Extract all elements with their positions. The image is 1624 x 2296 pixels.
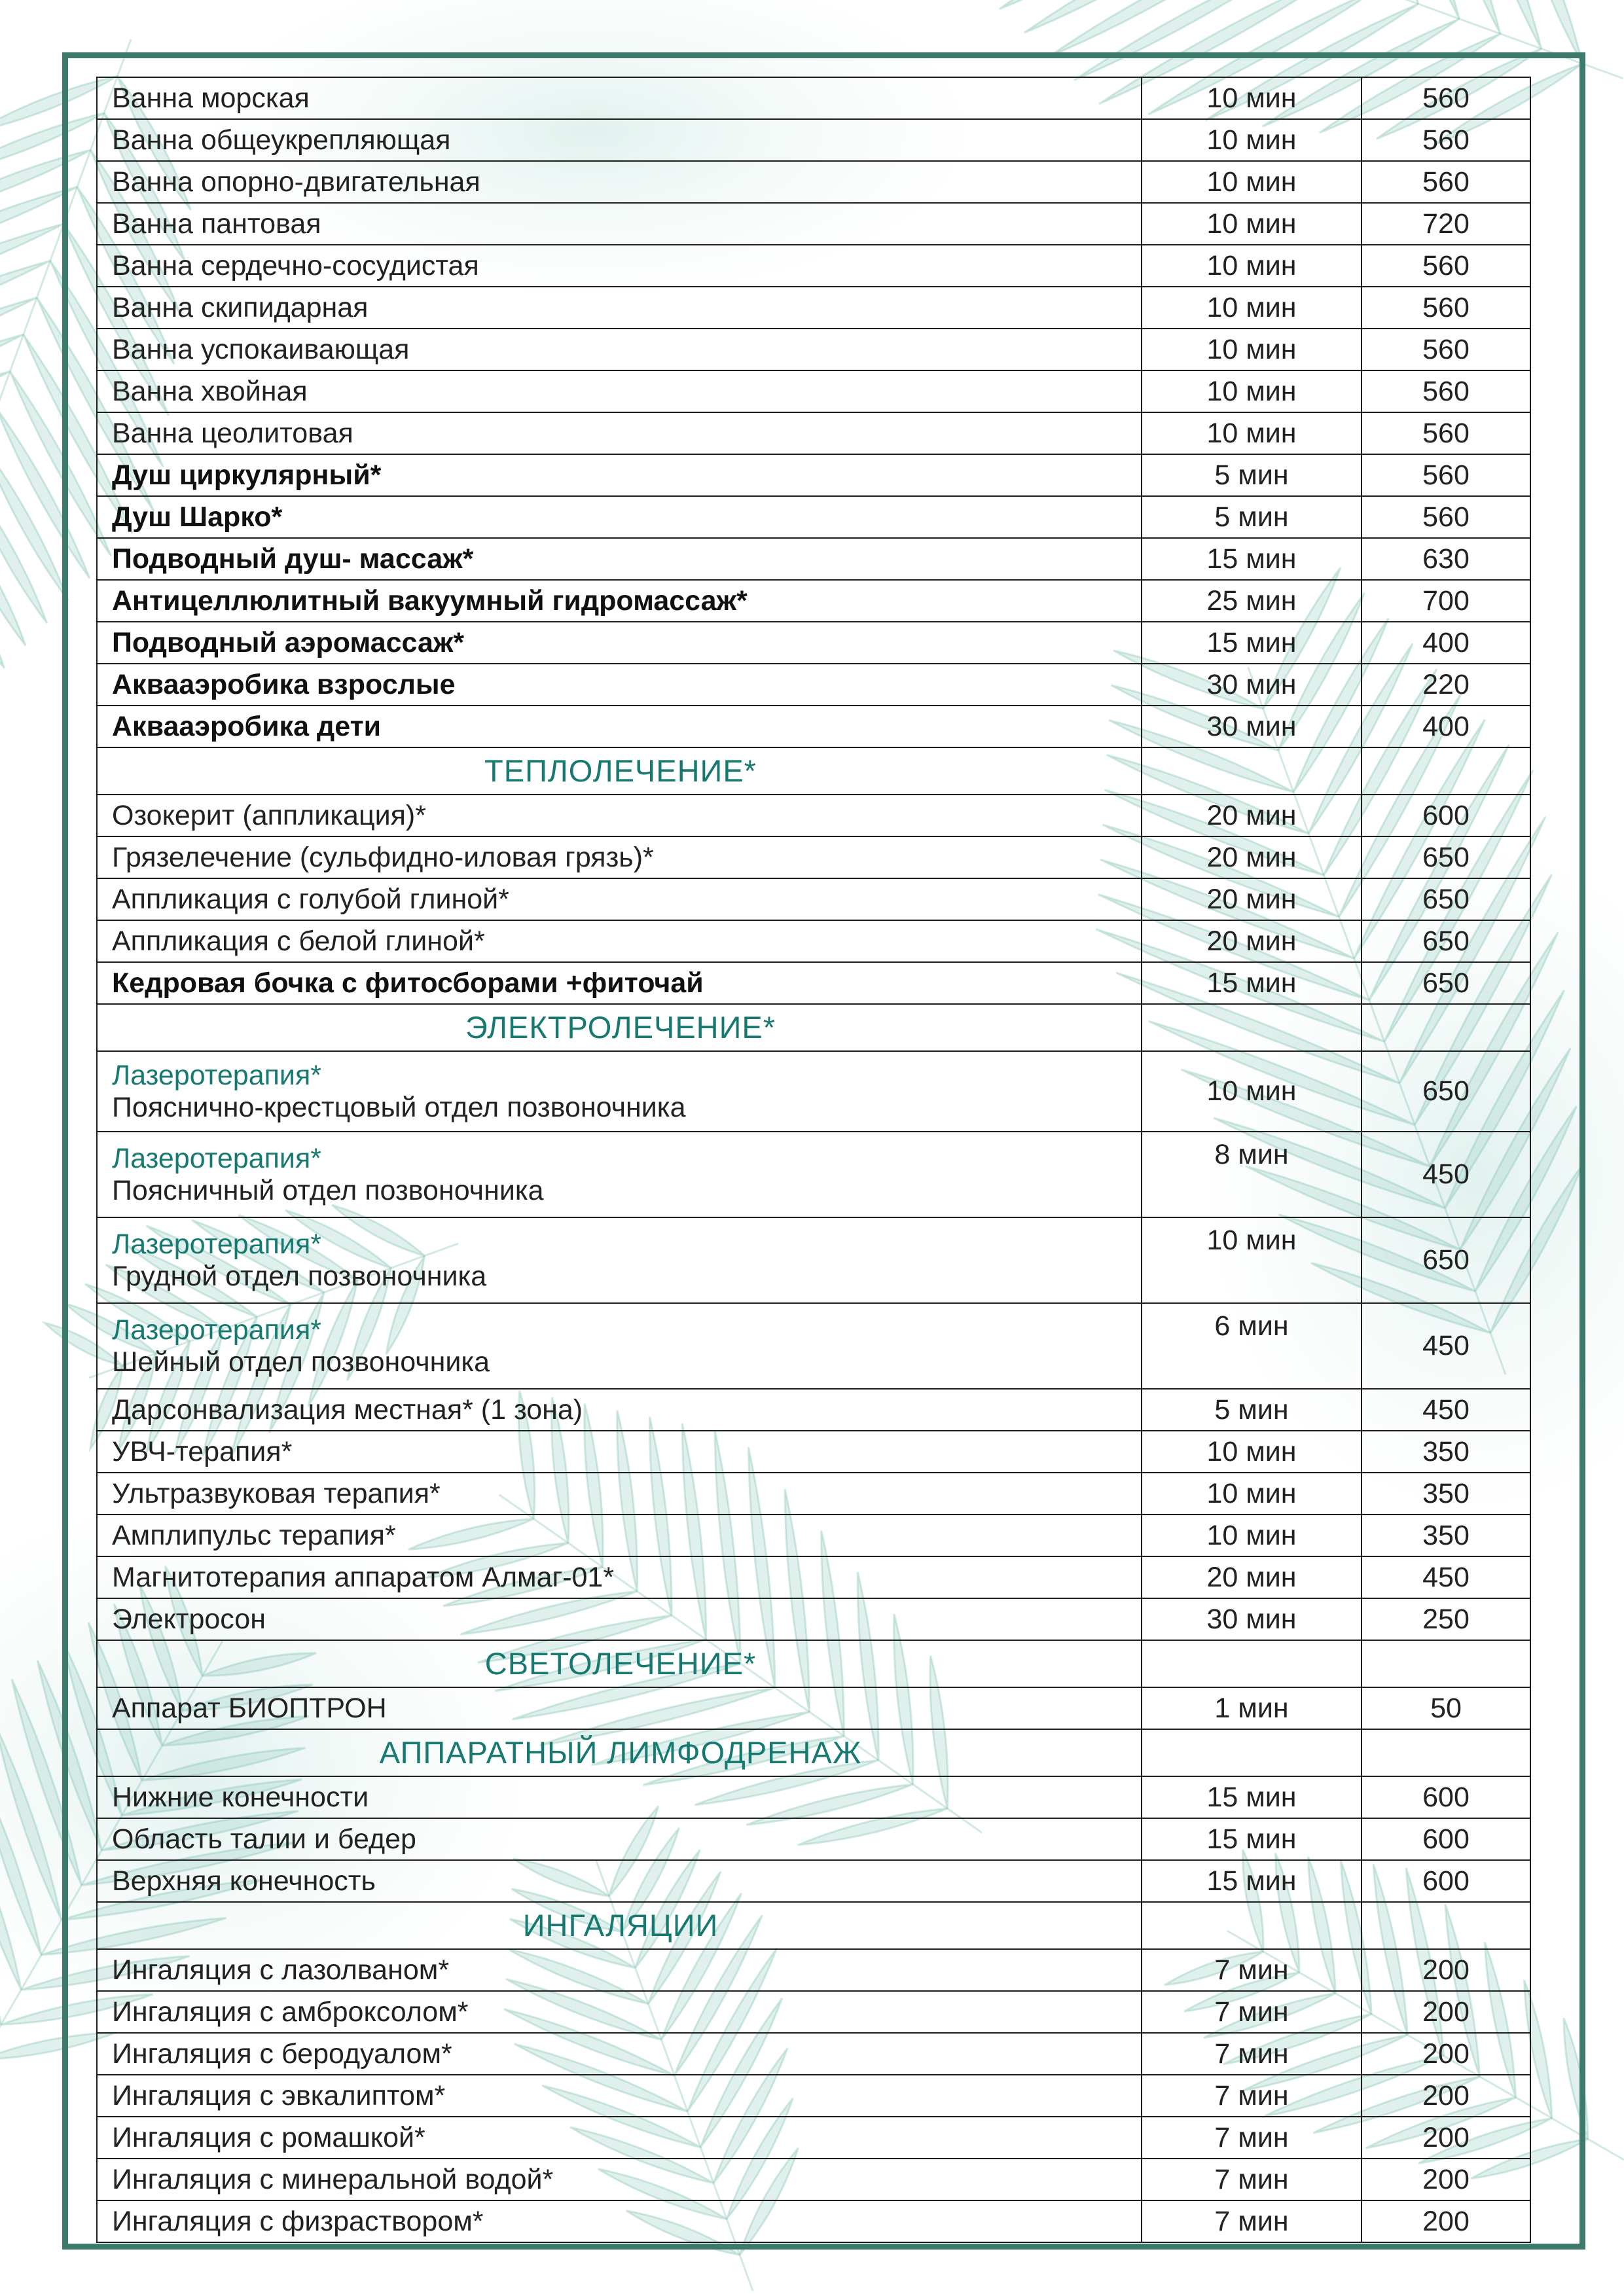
empty-duration-cell bbox=[1142, 1004, 1362, 1051]
section-title: ТЕПЛОЛЕЧЕНИЕ* bbox=[97, 747, 1142, 795]
empty-price-cell bbox=[1362, 747, 1530, 795]
service-name-cell bbox=[97, 2117, 1142, 2159]
service-name-cell bbox=[97, 119, 1142, 161]
service-name-cell bbox=[97, 161, 1142, 203]
service-name: Электросон bbox=[112, 1603, 266, 1635]
service-row bbox=[97, 1991, 1530, 2033]
service-row bbox=[97, 287, 1530, 329]
service-name-cell bbox=[97, 580, 1142, 622]
service-row bbox=[97, 1515, 1530, 1556]
service-name-cell bbox=[97, 1051, 1142, 1132]
service-name-cell bbox=[97, 1389, 1142, 1431]
service-name-cell bbox=[97, 1217, 1142, 1303]
duration-cell: 15 мин bbox=[1142, 622, 1362, 664]
service-name-cell bbox=[97, 1687, 1142, 1729]
empty-duration-cell bbox=[1142, 747, 1362, 795]
service-row bbox=[97, 664, 1530, 706]
service-name: Ингаляция с лазолваном* bbox=[112, 1954, 450, 1986]
price-cell: 650 bbox=[1362, 836, 1530, 878]
duration-cell: 20 мин bbox=[1142, 1556, 1362, 1598]
service-row bbox=[97, 1431, 1530, 1473]
service-name: Лазеротерапия* bbox=[112, 1143, 321, 1175]
service-name-cell bbox=[97, 795, 1142, 836]
service-row bbox=[97, 161, 1530, 203]
price-cell: 450 bbox=[1362, 1389, 1530, 1431]
section-header-row bbox=[97, 1729, 1530, 1776]
service-row bbox=[97, 1389, 1530, 1431]
service-name-cell bbox=[97, 1431, 1142, 1473]
service-name: Ингаляция с эвкалиптом* bbox=[112, 2079, 446, 2111]
service-name: Аквааэробика дети bbox=[112, 710, 382, 742]
duration-cell: 15 мин bbox=[1142, 538, 1362, 580]
service-name-cell bbox=[97, 245, 1142, 287]
empty-price-cell bbox=[1362, 1004, 1530, 1051]
service-name-cell bbox=[97, 412, 1142, 454]
service-row bbox=[97, 1556, 1530, 1598]
service-name: Душ циркулярный* bbox=[112, 459, 382, 491]
price-cell: 560 bbox=[1362, 245, 1530, 287]
service-name: Ванна пантовая bbox=[112, 207, 321, 240]
price-cell: 450 bbox=[1362, 1132, 1530, 1217]
service-name: Ингаляция с ромашкой* bbox=[112, 2121, 425, 2153]
service-row bbox=[97, 1776, 1530, 1818]
service-name: Магнитотерапия аппаратом Алмаг-01* bbox=[112, 1561, 615, 1593]
service-name: Ингаляция с минеральной водой* bbox=[112, 2163, 554, 2195]
service-subtitle: Поясничный отдел позвоночника bbox=[112, 1174, 544, 1206]
section-header-row bbox=[97, 747, 1530, 795]
service-name: Ванна опорно-двигательная bbox=[112, 166, 480, 198]
service-row bbox=[97, 203, 1530, 245]
price-cell: 560 bbox=[1362, 496, 1530, 538]
price-cell: 650 bbox=[1362, 920, 1530, 962]
service-name-cell bbox=[97, 1132, 1142, 1217]
price-cell: 720 bbox=[1362, 203, 1530, 245]
empty-duration-cell bbox=[1142, 1902, 1362, 1949]
service-name: Лазеротерапия* bbox=[112, 1229, 321, 1261]
duration-cell: 15 мин bbox=[1142, 1860, 1362, 1902]
service-name-cell bbox=[97, 1776, 1142, 1818]
duration-cell: 15 мин bbox=[1142, 962, 1362, 1004]
service-name-cell bbox=[97, 370, 1142, 412]
duration-cell: 5 мин bbox=[1142, 454, 1362, 496]
duration-cell: 10 мин bbox=[1142, 287, 1362, 329]
service-name: Подводный аэромассаж* bbox=[112, 626, 465, 658]
service-row bbox=[97, 496, 1530, 538]
service-name: Аквааэробика взрослые bbox=[112, 668, 456, 700]
service-name-cell bbox=[97, 2200, 1142, 2242]
service-row bbox=[97, 1473, 1530, 1515]
price-cell: 200 bbox=[1362, 2159, 1530, 2200]
service-subtitle: Грудной отдел позвоночника bbox=[112, 1260, 487, 1292]
service-name: УВЧ-терапия* bbox=[112, 1435, 293, 1467]
service-row bbox=[97, 878, 1530, 920]
service-row bbox=[97, 119, 1530, 161]
service-row bbox=[97, 1217, 1530, 1303]
price-cell: 450 bbox=[1362, 1303, 1530, 1389]
duration-cell: 10 мин bbox=[1142, 161, 1362, 203]
duration-cell: 7 мин bbox=[1142, 1991, 1362, 2033]
price-cell: 200 bbox=[1362, 2117, 1530, 2159]
price-cell: 560 bbox=[1362, 119, 1530, 161]
price-cell: 560 bbox=[1362, 412, 1530, 454]
service-row bbox=[97, 370, 1530, 412]
service-row bbox=[97, 1687, 1530, 1729]
empty-price-cell bbox=[1362, 1729, 1530, 1776]
service-row bbox=[97, 1303, 1530, 1389]
duration-cell: 20 мин bbox=[1142, 795, 1362, 836]
duration-cell: 7 мин bbox=[1142, 2200, 1362, 2242]
service-name: Ингаляция с беродуалом* bbox=[112, 2037, 452, 2070]
price-cell: 400 bbox=[1362, 706, 1530, 747]
price-cell: 700 bbox=[1362, 580, 1530, 622]
price-cell: 560 bbox=[1362, 161, 1530, 203]
service-name-cell bbox=[97, 496, 1142, 538]
duration-cell: 7 мин bbox=[1142, 2075, 1362, 2117]
service-name: Амплипульс терапия* bbox=[112, 1519, 396, 1551]
duration-cell: 7 мин bbox=[1142, 2117, 1362, 2159]
service-row bbox=[97, 920, 1530, 962]
service-name-cell bbox=[97, 836, 1142, 878]
price-cell: 650 bbox=[1362, 962, 1530, 1004]
service-row bbox=[97, 412, 1530, 454]
price-cell: 350 bbox=[1362, 1431, 1530, 1473]
service-name-cell bbox=[97, 1303, 1142, 1389]
service-name: Дарсонвализация местная* (1 зона) bbox=[112, 1393, 583, 1426]
service-name-cell bbox=[97, 878, 1142, 920]
service-name-cell bbox=[97, 706, 1142, 747]
price-cell: 650 bbox=[1362, 1217, 1530, 1303]
service-row bbox=[97, 454, 1530, 496]
price-cell: 600 bbox=[1362, 795, 1530, 836]
price-cell: 400 bbox=[1362, 622, 1530, 664]
service-name: Верхняя конечность bbox=[112, 1865, 376, 1897]
duration-cell: 6 мин bbox=[1142, 1303, 1362, 1389]
duration-cell: 15 мин bbox=[1142, 1818, 1362, 1860]
duration-cell: 10 мин bbox=[1142, 77, 1362, 119]
duration-cell: 20 мин bbox=[1142, 878, 1362, 920]
service-name-cell bbox=[97, 329, 1142, 370]
service-name-cell bbox=[97, 1949, 1142, 1991]
service-row bbox=[97, 1818, 1530, 1860]
duration-cell: 10 мин bbox=[1142, 1051, 1362, 1132]
service-row bbox=[97, 580, 1530, 622]
service-name: Антицеллюлитный вакуумный гидромассаж* bbox=[112, 584, 748, 617]
price-cell: 200 bbox=[1362, 1949, 1530, 1991]
service-row bbox=[97, 77, 1530, 119]
service-row bbox=[97, 2033, 1530, 2075]
service-row bbox=[97, 329, 1530, 370]
service-name: Аппликация с голубой глиной* bbox=[112, 883, 509, 915]
duration-cell: 15 мин bbox=[1142, 1776, 1362, 1818]
service-name: Лазеротерапия* bbox=[112, 1060, 321, 1092]
service-row bbox=[97, 245, 1530, 287]
section-header-row bbox=[97, 1004, 1530, 1051]
service-name-cell bbox=[97, 1818, 1142, 1860]
service-name-cell bbox=[97, 287, 1142, 329]
service-name-cell bbox=[97, 664, 1142, 706]
service-row bbox=[97, 2075, 1530, 2117]
duration-cell: 7 мин bbox=[1142, 2033, 1362, 2075]
service-name-cell bbox=[97, 538, 1142, 580]
price-cell: 450 bbox=[1362, 1556, 1530, 1598]
service-name-cell bbox=[97, 1556, 1142, 1598]
service-name: Ванна успокаивающая bbox=[112, 333, 410, 365]
service-name: Грязелечение (сульфидно-иловая грязь)* bbox=[112, 841, 654, 873]
price-cell: 600 bbox=[1362, 1860, 1530, 1902]
price-cell: 250 bbox=[1362, 1598, 1530, 1640]
service-name-cell bbox=[97, 622, 1142, 664]
duration-cell: 10 мин bbox=[1142, 1431, 1362, 1473]
service-name: Душ Шарко* bbox=[112, 501, 283, 533]
duration-cell: 25 мин bbox=[1142, 580, 1362, 622]
service-name: Кедровая бочка с фитосборами +фиточай bbox=[112, 967, 704, 999]
price-cell: 600 bbox=[1362, 1776, 1530, 1818]
empty-duration-cell bbox=[1142, 1640, 1362, 1687]
duration-cell: 10 мин bbox=[1142, 245, 1362, 287]
price-cell: 560 bbox=[1362, 287, 1530, 329]
service-name: Ультразвуковая терапия* bbox=[112, 1477, 441, 1509]
section-title: ЭЛЕКТРОЛЕЧЕНИЕ* bbox=[97, 1004, 1142, 1051]
duration-cell: 7 мин bbox=[1142, 1949, 1362, 1991]
service-name-cell bbox=[97, 203, 1142, 245]
service-row bbox=[97, 2159, 1530, 2200]
duration-cell: 7 мин bbox=[1142, 2159, 1362, 2200]
price-cell: 560 bbox=[1362, 329, 1530, 370]
price-cell: 600 bbox=[1362, 1818, 1530, 1860]
price-cell: 200 bbox=[1362, 2033, 1530, 2075]
price-cell: 200 bbox=[1362, 2200, 1530, 2242]
duration-cell: 10 мин bbox=[1142, 412, 1362, 454]
price-list-body bbox=[97, 77, 1530, 2242]
service-name-cell bbox=[97, 454, 1142, 496]
service-name-cell bbox=[97, 1598, 1142, 1640]
service-name: Ванна хвойная bbox=[112, 375, 308, 407]
service-name-cell bbox=[97, 920, 1142, 962]
duration-cell: 10 мин bbox=[1142, 203, 1362, 245]
service-row bbox=[97, 836, 1530, 878]
service-subtitle: Пояснично-крестцовый отдел позвоночника bbox=[112, 1091, 686, 1123]
service-row bbox=[97, 1949, 1530, 1991]
price-cell: 560 bbox=[1362, 77, 1530, 119]
duration-cell: 10 мин bbox=[1142, 119, 1362, 161]
price-cell: 200 bbox=[1362, 2075, 1530, 2117]
section-title: АППАРАТНЫЙ ЛИМФОДРЕНАЖ bbox=[97, 1729, 1142, 1776]
service-row bbox=[97, 2200, 1530, 2242]
service-name-cell bbox=[97, 1991, 1142, 2033]
price-cell: 350 bbox=[1362, 1515, 1530, 1556]
service-name: Ингаляция с физраствором* bbox=[112, 2205, 484, 2237]
service-name-cell bbox=[97, 962, 1142, 1004]
price-cell: 350 bbox=[1362, 1473, 1530, 1515]
service-name: Ванна сердечно-сосудистая bbox=[112, 249, 479, 281]
service-name: Ванна общеукрепляющая bbox=[112, 124, 451, 156]
price-cell: 560 bbox=[1362, 370, 1530, 412]
duration-cell: 10 мин bbox=[1142, 1473, 1362, 1515]
service-name-cell bbox=[97, 77, 1142, 119]
empty-price-cell bbox=[1362, 1902, 1530, 1949]
service-row bbox=[97, 622, 1530, 664]
service-name: Ингаляция с амброксолом* bbox=[112, 1996, 469, 2028]
section-title: ИНГАЛЯЦИИ bbox=[97, 1902, 1142, 1949]
service-name: Озокерит (аппликация)* bbox=[112, 799, 426, 831]
service-row bbox=[97, 1132, 1530, 1217]
service-name-cell bbox=[97, 2159, 1142, 2200]
service-row bbox=[97, 706, 1530, 747]
price-cell: 50 bbox=[1362, 1687, 1530, 1729]
service-name: Подводный душ- массаж* bbox=[112, 543, 474, 575]
duration-cell: 5 мин bbox=[1142, 496, 1362, 538]
duration-cell: 30 мин bbox=[1142, 1598, 1362, 1640]
section-header-row bbox=[97, 1640, 1530, 1687]
leaf-blade bbox=[0, 224, 63, 303]
service-name: Ванна скипидарная bbox=[112, 291, 369, 323]
service-name: Лазеротерапия* bbox=[112, 1314, 321, 1346]
empty-price-cell bbox=[1362, 1640, 1530, 1687]
price-cell: 630 bbox=[1362, 538, 1530, 580]
empty-duration-cell bbox=[1142, 1729, 1362, 1776]
service-name: Аппликация с белой глиной* bbox=[112, 925, 485, 957]
service-name-cell bbox=[97, 2075, 1142, 2117]
service-row bbox=[97, 1051, 1530, 1132]
service-row bbox=[97, 1860, 1530, 1902]
price-cell: 650 bbox=[1362, 878, 1530, 920]
service-name: Ванна морская bbox=[112, 82, 310, 114]
service-name-cell bbox=[97, 1860, 1142, 1902]
service-name-cell bbox=[97, 2033, 1142, 2075]
service-row bbox=[97, 2117, 1530, 2159]
duration-cell: 10 мин bbox=[1142, 1217, 1362, 1303]
service-row bbox=[97, 795, 1530, 836]
duration-cell: 8 мин bbox=[1142, 1132, 1362, 1217]
price-cell: 220 bbox=[1362, 664, 1530, 706]
service-name-cell bbox=[97, 1515, 1142, 1556]
duration-cell: 20 мин bbox=[1142, 836, 1362, 878]
service-row bbox=[97, 538, 1530, 580]
service-row bbox=[97, 962, 1530, 1004]
duration-cell: 10 мин bbox=[1142, 1515, 1362, 1556]
duration-cell: 30 мин bbox=[1142, 706, 1362, 747]
price-cell: 560 bbox=[1362, 454, 1530, 496]
duration-cell: 1 мин bbox=[1142, 1687, 1362, 1729]
duration-cell: 30 мин bbox=[1142, 664, 1362, 706]
price-cell: 650 bbox=[1362, 1051, 1530, 1132]
duration-cell: 10 мин bbox=[1142, 370, 1362, 412]
section-title: СВЕТОЛЕЧЕНИЕ* bbox=[97, 1640, 1142, 1687]
price-list-table bbox=[96, 77, 1531, 2243]
section-header-row bbox=[97, 1902, 1530, 1949]
service-name: Аппарат БИОПТРОН bbox=[112, 1692, 387, 1724]
service-row bbox=[97, 1598, 1530, 1640]
service-name: Ванна цеолитовая bbox=[112, 417, 353, 449]
service-name-cell bbox=[97, 1473, 1142, 1515]
duration-cell: 10 мин bbox=[1142, 329, 1362, 370]
duration-cell: 20 мин bbox=[1142, 920, 1362, 962]
duration-cell: 5 мин bbox=[1142, 1389, 1362, 1431]
service-name: Нижние конечности bbox=[112, 1781, 369, 1813]
price-cell: 200 bbox=[1362, 1991, 1530, 2033]
service-subtitle: Шейный отдел позвоночника bbox=[112, 1346, 490, 1378]
service-name: Область талии и бедер bbox=[112, 1823, 416, 1855]
